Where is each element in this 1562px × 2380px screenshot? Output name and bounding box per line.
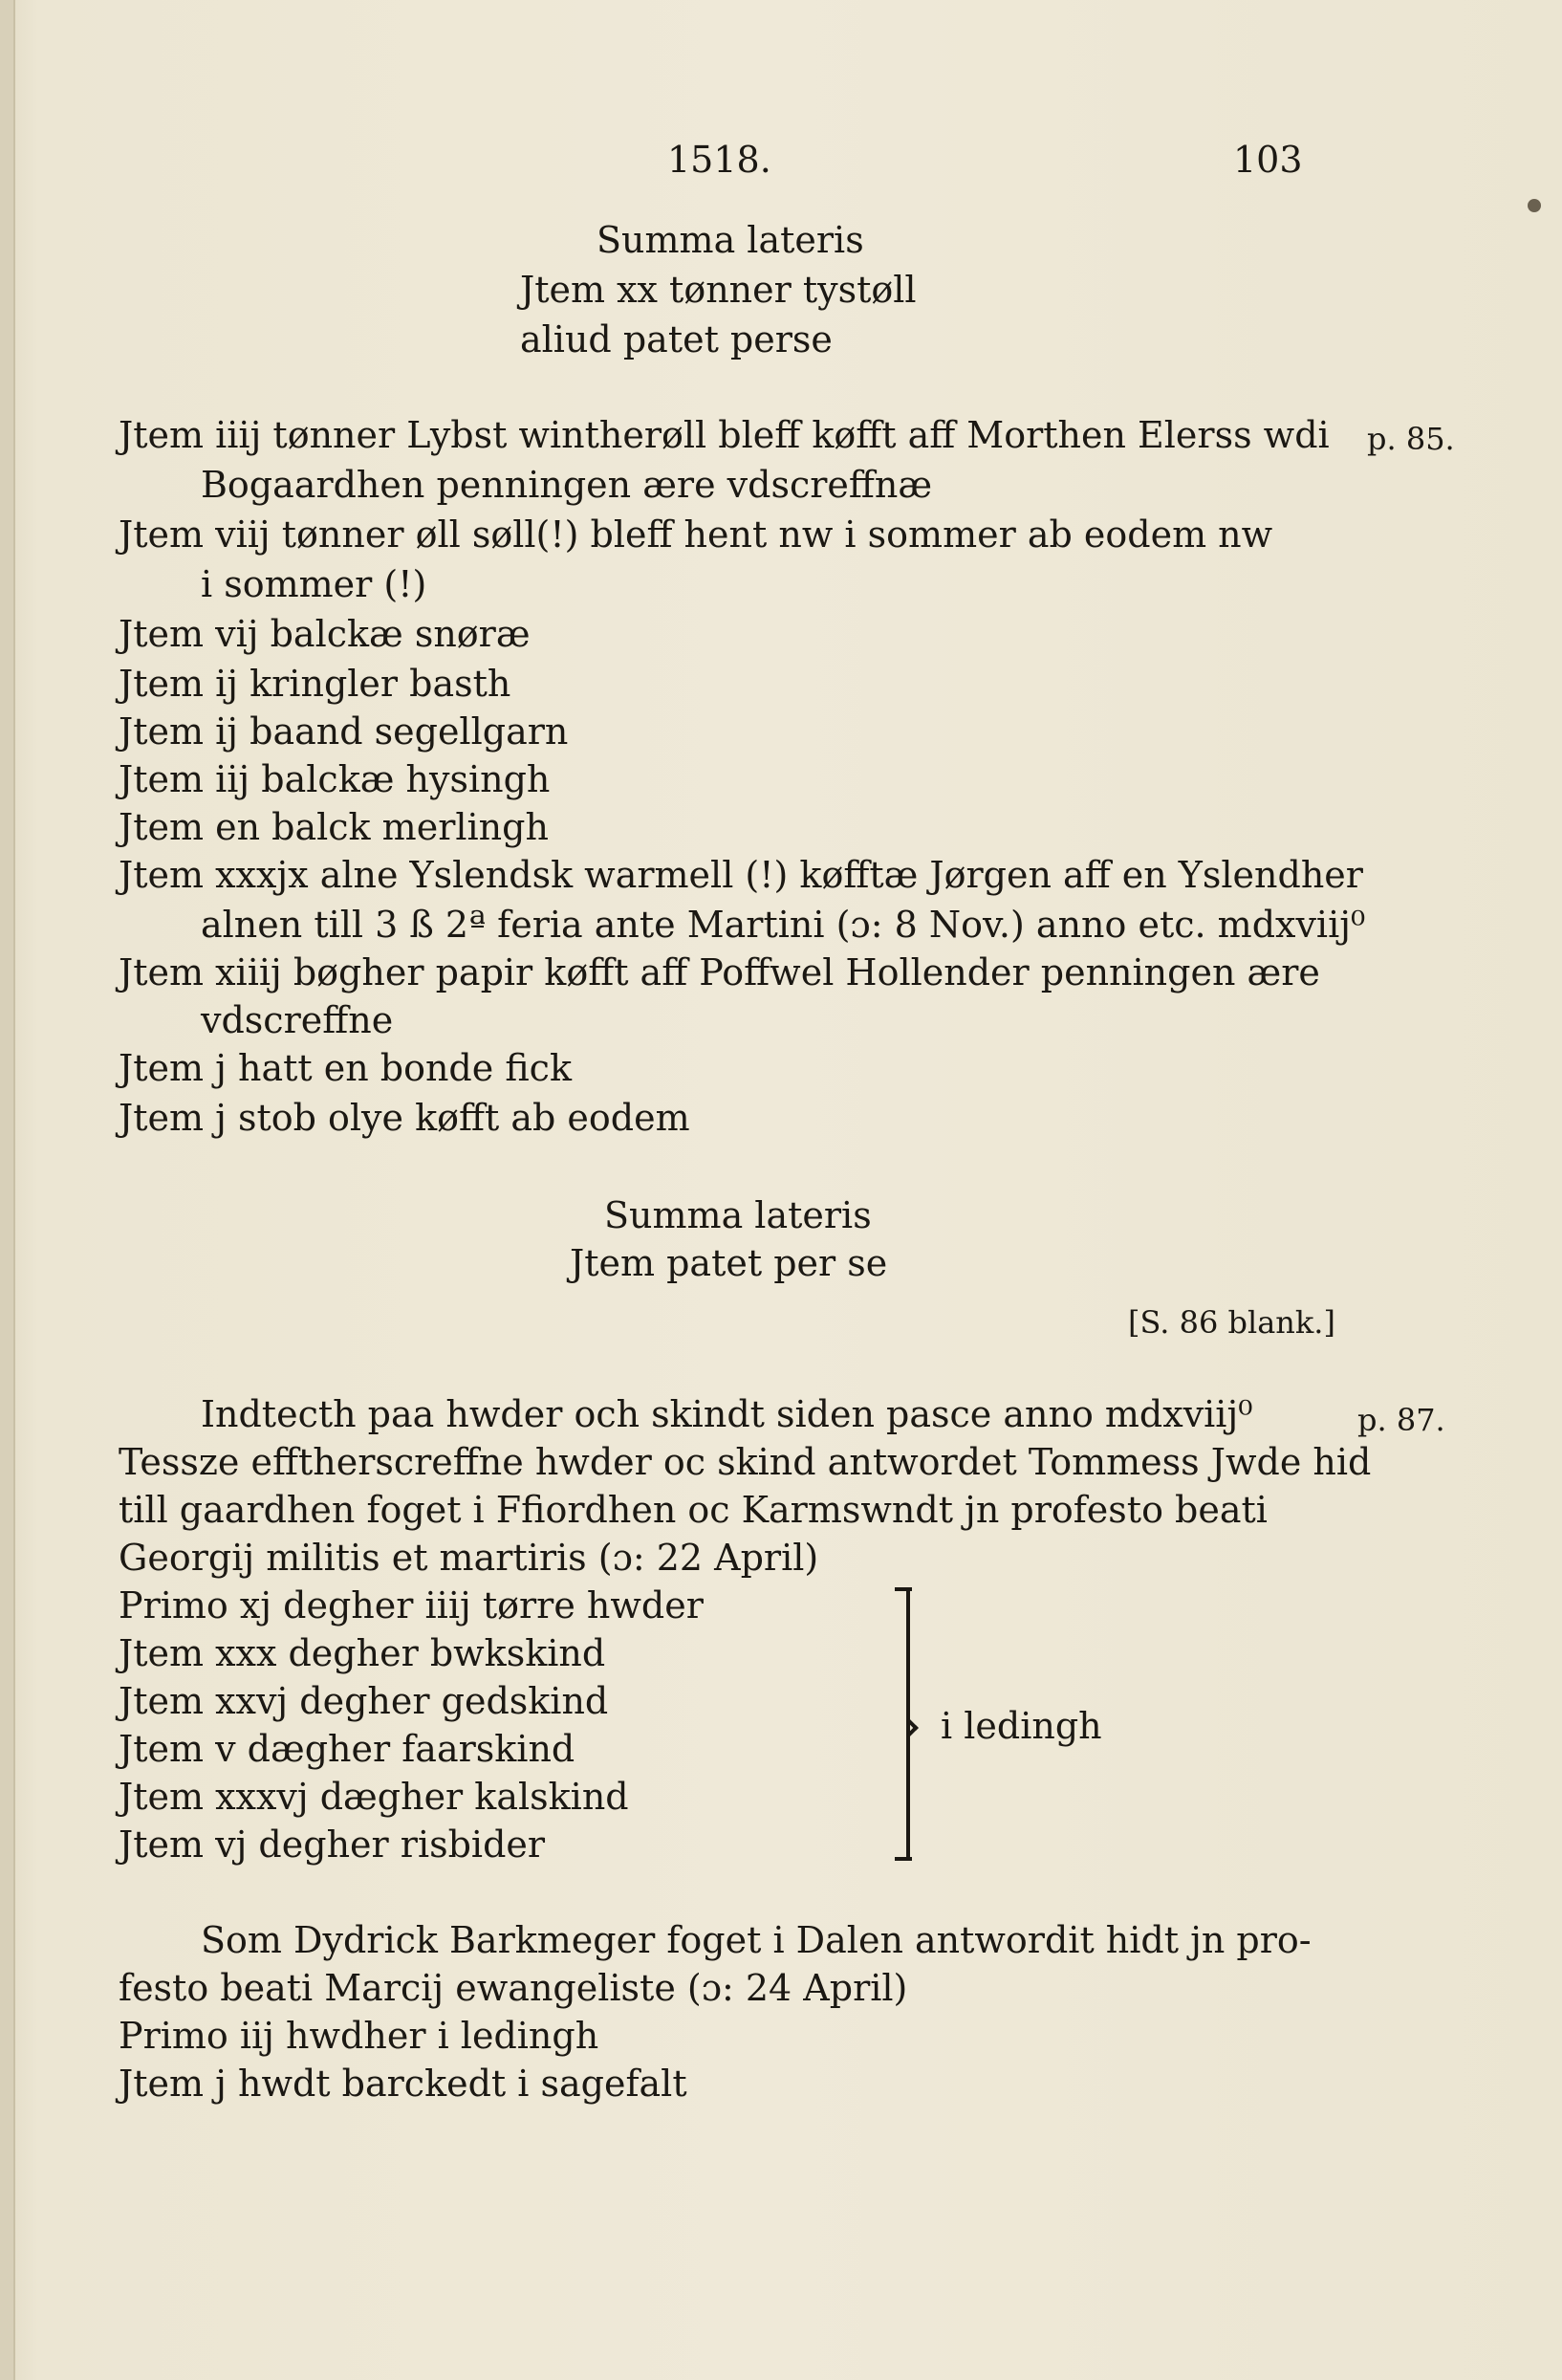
list-item: Primo xj degher iiij tørre hwder: [119, 1584, 704, 1627]
entry-line: i sommer (!): [201, 563, 427, 605]
margin-reference: p. 87.: [1357, 1402, 1445, 1438]
brace-top: [895, 1587, 912, 1591]
page-year: 1518.: [667, 139, 771, 181]
section-line: festo beati Marcij ewangeliste (ɔ: 24 April): [119, 1967, 908, 2009]
list-item: Jtem vj degher risbider: [119, 1823, 546, 1866]
entry-line: vdscreffne: [201, 999, 394, 1041]
entry-line: Jtem iij balckæ hysingh: [119, 758, 551, 800]
list-item: Jtem xxxvj dægher kalskind: [119, 1776, 629, 1818]
summa-heading: Summa lateris: [597, 219, 864, 261]
entry-line: Jtem iiij tønner Lybst wintherøll bleff køfft aff Morthen Elerss wdi: [119, 414, 1330, 456]
brace-bottom: [895, 1857, 912, 1861]
summa-line: Jtem xx tønner tystøll: [520, 269, 917, 311]
section-line: Indtecth paa hwder och skindt siden pasce anno mdxviij⁰: [201, 1393, 1253, 1435]
entry-line: Jtem ij kringler basth: [119, 663, 511, 705]
brace-label: i ledingh: [941, 1705, 1102, 1747]
list-item: Jtem v dægher faarskind: [119, 1728, 575, 1770]
section-line: Tessze efftherscreffne hwder oc skind antwordet Tommess Jwde hid: [119, 1441, 1372, 1483]
entry-line: Jtem en balck merlingh: [119, 806, 549, 848]
list-item: Jtem xxx degher bwkskind: [119, 1632, 606, 1674]
page-number: 103: [1233, 139, 1303, 181]
margin-reference: p. 85.: [1367, 421, 1455, 457]
entry-line: Jtem j stob olye køfft ab eodem: [119, 1097, 690, 1139]
entry-line: Jtem viij tønner øll søll(!) bleff hent nw i sommer ab eodem nw: [119, 513, 1273, 556]
entry-line: Jtem xiiij bøgher papir køfft aff Poffwel Hollender penningen ære: [119, 951, 1320, 993]
entry-line: Jtem j hatt en bonde fick: [119, 1047, 572, 1089]
summa-line: aliud patet perse: [520, 318, 833, 360]
section-line: Jtem j hwdt barckedt i sagefalt: [119, 2063, 687, 2105]
entry-line: Bogaardhen penningen ære vdscreffnæ: [201, 464, 933, 506]
brace-point: [900, 1718, 919, 1737]
ink-smudge: [1528, 199, 1541, 212]
entry-line: alnen till 3 ß 2ª feria ante Martini (ɔ: 8 Nov.) anno etc. mdxviij⁰: [201, 904, 1366, 946]
blank-page-note: [S. 86 blank.]: [1128, 1304, 1335, 1341]
section-line: Som Dydrick Barkmeger foget i Dalen antwordit hidt jn pro-: [201, 1919, 1312, 1961]
summa-line: Jtem patet per se: [570, 1242, 888, 1284]
section-line: Primo iij hwdher i ledingh: [119, 2015, 599, 2057]
entry-line: Jtem xxxjx alne Yslendsk warmell (!) køfftæ Jørgen aff en Yslendher: [119, 854, 1363, 896]
list-item: Jtem xxvj degher gedskind: [119, 1680, 609, 1722]
entry-line: Jtem ij baand segellgarn: [119, 710, 569, 753]
section-line: Georgij militis et martiris (ɔ: 22 April): [119, 1537, 819, 1579]
summa-heading: Summa lateris: [604, 1194, 872, 1236]
entry-line: Jtem vij balckæ snøræ: [119, 613, 531, 655]
page-edge: [0, 0, 15, 2380]
section-line: till gaardhen foget i Ffiordhen oc Karmswndt jn profesto beati: [119, 1489, 1268, 1531]
